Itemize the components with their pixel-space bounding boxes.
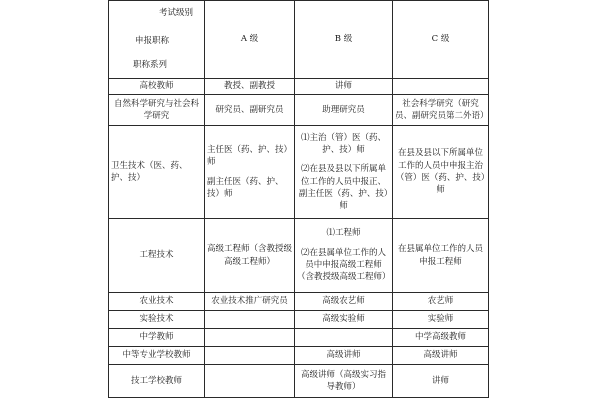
level-a-cell (205, 329, 295, 347)
level-a-cell (205, 126, 295, 219)
table-row (109, 329, 489, 347)
exam-level-label: 考试级别 (159, 8, 194, 18)
level-a-cell (205, 293, 295, 311)
table-row (109, 347, 489, 365)
cell-text: 农业技术推广研究员 (211, 296, 288, 307)
table-row (109, 126, 489, 219)
series-name: 技工学校教师 (109, 365, 205, 398)
level-b-header: B 级 (295, 1, 393, 79)
level-c-header: C 级 (393, 1, 489, 79)
cell-text: ⑵在县及县以下所属单位工作的人员中报正、副主任医（药、护、技）师 (298, 164, 389, 212)
cell-text: 主任医（药、护、技）师 (207, 144, 293, 168)
series-label: 职称系列 (133, 60, 168, 70)
table-row (109, 365, 489, 398)
level-b-cell (295, 126, 393, 219)
series-name: 实验技术 (109, 311, 205, 329)
cell-text: 中学高级教师 (414, 332, 466, 343)
qualification-table (108, 0, 489, 398)
level-a-cell (205, 311, 295, 329)
series-name: 卫生技术（医、药、护、技） (109, 126, 205, 219)
level-b-cell (295, 219, 393, 293)
level-c-cell (393, 329, 489, 347)
table-row (109, 95, 489, 126)
cell-text: 副主任医（药、护、技）师 (207, 176, 284, 199)
qualification-table-page (108, 0, 488, 400)
cell-text: 高级讲师（高级实习指导教师） (300, 369, 386, 392)
cell-text: 高级工程师（含教授级高级工程师） (207, 244, 293, 267)
cell-text: 高级讲师 (423, 350, 458, 361)
level-a-cell (205, 219, 295, 293)
series-name: 工程技术 (109, 219, 205, 293)
level-a-cell (205, 79, 295, 95)
cell-text: 研究员、副研究员 (215, 104, 284, 115)
level-b-cell (295, 79, 393, 95)
level-c-cell (393, 95, 489, 126)
level-b-cell (295, 311, 393, 329)
cell-text: 高级农艺师 (322, 296, 365, 307)
cell-text: ⑴主治（管）医（药、护、技）师 (300, 132, 386, 155)
cell-text: 高级实验师 (322, 314, 365, 325)
level-b-cell (295, 347, 393, 365)
diagonal-header-cell (109, 1, 205, 79)
cell-text: 讲师 (334, 81, 352, 92)
series-name: 高校教师 (109, 79, 205, 95)
level-c-cell (393, 126, 489, 219)
series-name: 中等专业学校教师 (109, 347, 205, 365)
cell-text: 在县及县以下所属单位工作的人员中申报主治（管）医（药、护、技）师 (395, 148, 486, 196)
level-a-cell (205, 365, 295, 398)
level-a-header: A 级 (205, 1, 295, 79)
level-b-cell (295, 95, 393, 126)
level-a-cell (205, 347, 295, 365)
series-name: 自然科学研究与社会科学研究 (109, 95, 205, 126)
cell-text: 教授、副教授 (223, 81, 275, 92)
level-b-cell (295, 293, 393, 311)
level-c-cell (393, 311, 489, 329)
cell-text: 助理研究员 (322, 104, 365, 115)
cell-text: 在县属单位工作的人员申报工程师 (397, 244, 483, 267)
cell-text: 实验师 (427, 314, 454, 325)
cell-text: 讲师 (431, 375, 449, 386)
cell-text: 高级讲师 (326, 350, 361, 361)
level-a-cell (205, 95, 295, 126)
series-name: 中学教师 (109, 329, 205, 347)
table-row (109, 219, 489, 293)
level-b-cell (295, 365, 393, 398)
level-c-cell (393, 347, 489, 365)
title-label: 申报职称 (135, 36, 170, 46)
level-c-cell (393, 365, 489, 398)
cell-text: 农艺师 (427, 296, 454, 307)
table-row (109, 79, 489, 95)
level-c-cell (393, 79, 489, 95)
level-c-cell (393, 293, 489, 311)
header-row (109, 1, 489, 79)
cell-text: ⑵在县属单位工作的人员中申报高级工程师（含教授级高级工程师） (297, 247, 391, 283)
level-c-cell (393, 219, 489, 293)
level-b-cell (295, 329, 393, 347)
cell-text: 社会科学研究（研究员、副研究员第二外语） (395, 98, 489, 121)
cell-text: ⑴工程师 (326, 228, 361, 239)
table-row (109, 293, 489, 311)
series-name: 农业技术 (109, 293, 205, 311)
table-row (109, 311, 489, 329)
